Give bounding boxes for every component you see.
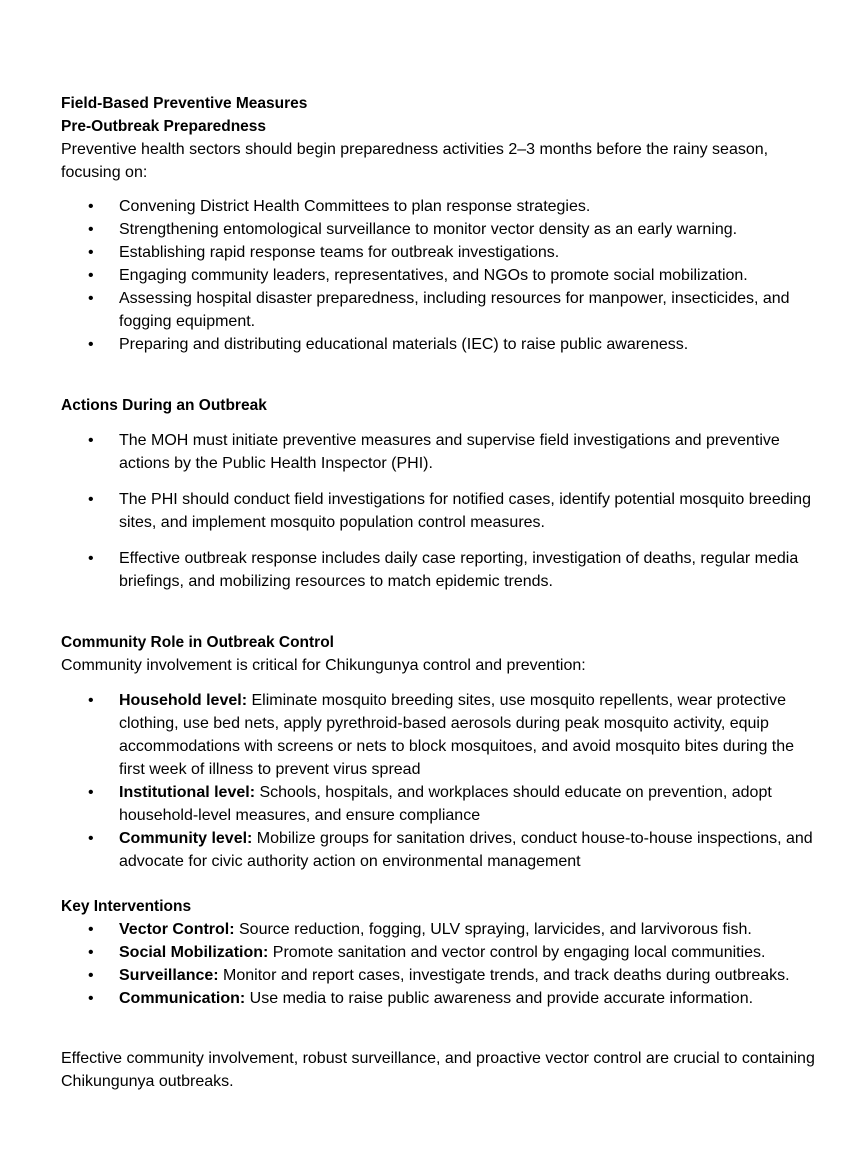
section-title-field-based: Field-Based Preventive Measures — [61, 95, 308, 112]
list-item: • Effective outbreak response includes daily case reporting, investigation of deaths, regular media briefings, and mobilizing resources to match epidemic trends. — [61, 547, 821, 593]
list-item — [61, 941, 821, 964]
conclusion-paragraph: Effective community involvement, robust surveillance, and proactive vector control are crucial to containing Chikungunya outbreaks. — [61, 1050, 815, 1090]
list-item-label: Household level: — [119, 692, 248, 709]
list-item: • Strengthening entomological surveillance to monitor vector density as an early warning. — [61, 218, 821, 241]
pre-outbreak-intro: Preventive health sectors should begin preparedness activities 2–3 months before the rainy season, focusing on: — [61, 141, 769, 181]
list-item-text: Source reduction, fogging, ULV spraying, larvicides, and larvivorous fish. — [234, 921, 752, 938]
pre-outbreak-list — [61, 195, 821, 356]
list-item-text: Mobilize groups for sanitation drives, conduct house-to-house inspections, and advocate for civic authority action on environmental management — [119, 830, 813, 870]
list-item-label: Communication: — [119, 990, 246, 1007]
list-item-label: Vector Control: — [119, 921, 235, 938]
list-item — [61, 781, 821, 827]
key-interventions-list — [61, 918, 821, 1010]
subsection-title-pre-outbreak: Pre-Outbreak Preparedness — [61, 118, 267, 135]
list-item: • Assessing hospital disaster preparedness, including resources for manpower, insecticides, and fogging equipment. — [61, 287, 821, 333]
list-item — [61, 987, 821, 1010]
section-title-key-interventions: Key Interventions — [61, 898, 192, 915]
list-item: • The PHI should conduct field investigations for notified cases, identify potential mosquito breeding sites, and implement mosquito population control measures. — [61, 488, 821, 534]
list-item — [61, 918, 821, 941]
list-item-label: Social Mobilization: — [119, 944, 269, 961]
list-item — [61, 689, 821, 781]
document-page — [61, 92, 821, 1093]
list-item-text: Schools, hospitals, and workplaces should educate on prevention, adopt household-level measures, and ensure compliance — [119, 784, 772, 824]
list-item: • Engaging community leaders, representatives, and NGOs to promote social mobilization. — [61, 264, 821, 287]
community-role-list — [61, 689, 821, 873]
list-item: • The MOH must initiate preventive measures and supervise field investigations and preventive actions by the Public Health Inspector (PHI). — [61, 429, 821, 475]
list-item-text: Eliminate mosquito breeding sites, use mosquito repellents, wear protective clothing, use bed nets, apply pyrethroid-based aerosols during peak mosquito activity, equip accommodations with screens or nets to block mosquitoes, and avoid mosquito bites during the first week of illness to prevent virus spread — [119, 692, 795, 778]
list-item-text: Use media to raise public awareness and provide accurate information. — [245, 990, 754, 1007]
community-role-intro: Community involvement is critical for Chikungunya control and prevention: — [61, 657, 586, 674]
list-item: • Convening District Health Committees to plan response strategies. — [61, 195, 821, 218]
list-item-text: Monitor and report cases, investigate trends, and track deaths during outbreaks. — [218, 967, 790, 984]
list-item-label: Institutional level: — [119, 784, 256, 801]
list-item-label: Surveillance: — [119, 967, 219, 984]
during-outbreak-list — [61, 429, 821, 593]
list-item-label: Community level: — [119, 830, 253, 847]
section-title-community-role: Community Role in Outbreak Control — [61, 634, 334, 651]
list-item: • Establishing rapid response teams for outbreak investigations. — [61, 241, 821, 264]
list-item: • Preparing and distributing educational materials (IEC) to raise public awareness. — [61, 333, 821, 356]
list-item — [61, 827, 821, 873]
section-title-during-outbreak: Actions During an Outbreak — [61, 397, 267, 414]
list-item — [61, 964, 821, 987]
list-item-text: Promote sanitation and vector control by engaging local communities. — [268, 944, 766, 961]
